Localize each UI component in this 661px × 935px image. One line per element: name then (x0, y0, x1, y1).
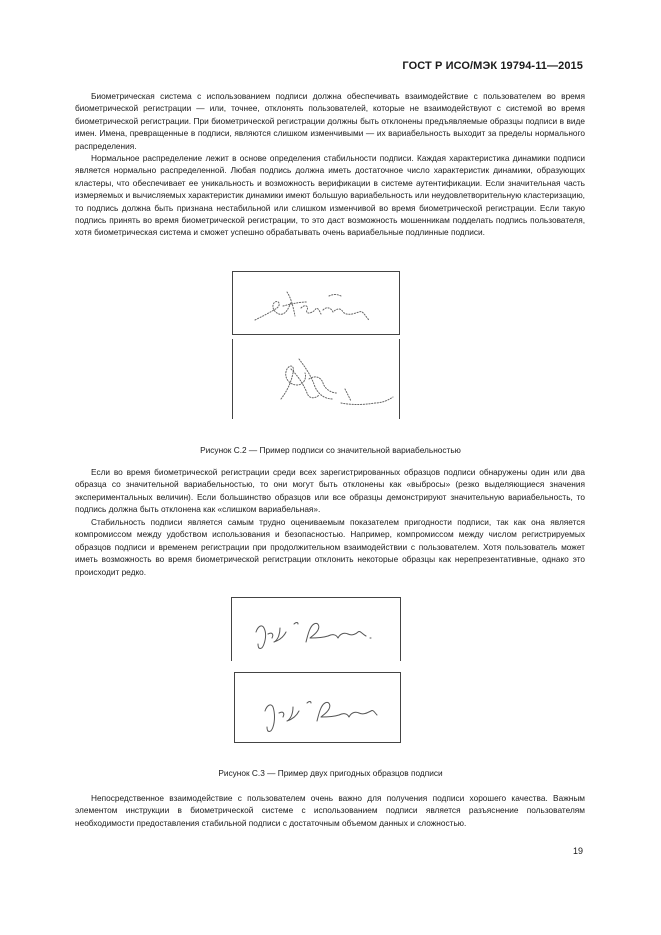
signature-sample-box-3 (231, 597, 401, 661)
paragraph-normal-distribution: Нормальное распределение лежит в основе определения стабильности подписи. Каждая характеристика динамики подписи является нормально распределенной. Любая подпись должна иметь достаточное число характеристик динамики, образующих кластеры, что обеспечивает ее уникальность и возможность верификации в системе аутентификации. Если значительная часть измеряемых и вычисляемых характеристик динамики имеют большую вариабельность или неудовлетворительную кластеризацию, то подпись должна быть признана нестабильной или слишком изменчивой во время биометрической регистрации. Если такую подпись принять во время биометрической регистрации, то это даст возможность мошенникам подделать подпись пользователя, хотя биометрическая система и сможет успешно обрабатывать очень вариабельные подлинные подписи. (75, 153, 585, 238)
signature-sample-box-4 (234, 672, 401, 743)
document-standard-header: ГОСТ Р ИСО/МЭК 19794-11—2015 (402, 60, 583, 72)
paragraph-stability-tradeoff: Стабильность подписи является самым трудно оцениваемым показателем пригодности подписи, так как она является компромиссом между удобством использования и безопасностью. Например, компромиссом между числом регистрируемых образцов подписи и временем регистрации при продолжительном взаимодействии с пользователем. Хотя пользователь может иметь возможность во время биометрической регистрации отклонить некоторые образцы как нерепрезентативные, однако это происходит редко. (75, 517, 585, 577)
signature-sample-box-1 (232, 271, 400, 335)
signature-sample-box-2 (232, 339, 400, 419)
page-number: 19 (572, 846, 583, 856)
signature-image-stable-1 (232, 598, 400, 661)
figure-c3-caption: Рисунок С.3 — Пример двух пригодных образцов подписи (218, 768, 443, 778)
paragraph-user-interaction: Непосредственное взаимодействие с пользователем очень важно для получения подписи хорошего качества. Важным элементом инструкции в биометрической системе с использованием подписи является разъяснение пользователям необходимости предоставления стабильной подписи с достаточным объемом данных и сложностью. (75, 793, 585, 828)
signature-image-variable-2 (233, 339, 399, 419)
signature-image-stable-2 (235, 673, 400, 742)
paragraph-enrollment-interaction: Биометрическая система с использованием подписи должна обеспечивать взаимодействие с пользователем во время биометрической регистрации — или, точнее, отклонять пользователей, которые не взаимодействуют с системой во время биометрической регистрации. При биометрической регистрации должны быть отклонены предъявляемые образцы подписи в виде имен. Имена, превращенные в подписи, являются слишком изменчивыми — их вариабельность выходит за пределы нормального распределения. (75, 91, 585, 151)
figure-c2-caption: Рисунок С.2 — Пример подписи со значительной вариабельностью (200, 445, 461, 455)
paragraph-outliers: Если во время биометрической регистрации среди всех зарегистрированных образцов подписи обнаружены один или два образца со значительной вариабельностью, то они могут быть отклонены как «выбросы» (резко выделяющиеся значения экспериментальных величин). Если большинство образцов или все образцы демонстрируют значительную вариабельность, то подпись должна быть отклонена как «слишком вариабельная». (75, 467, 585, 515)
signature-image-variable-1 (233, 272, 399, 334)
